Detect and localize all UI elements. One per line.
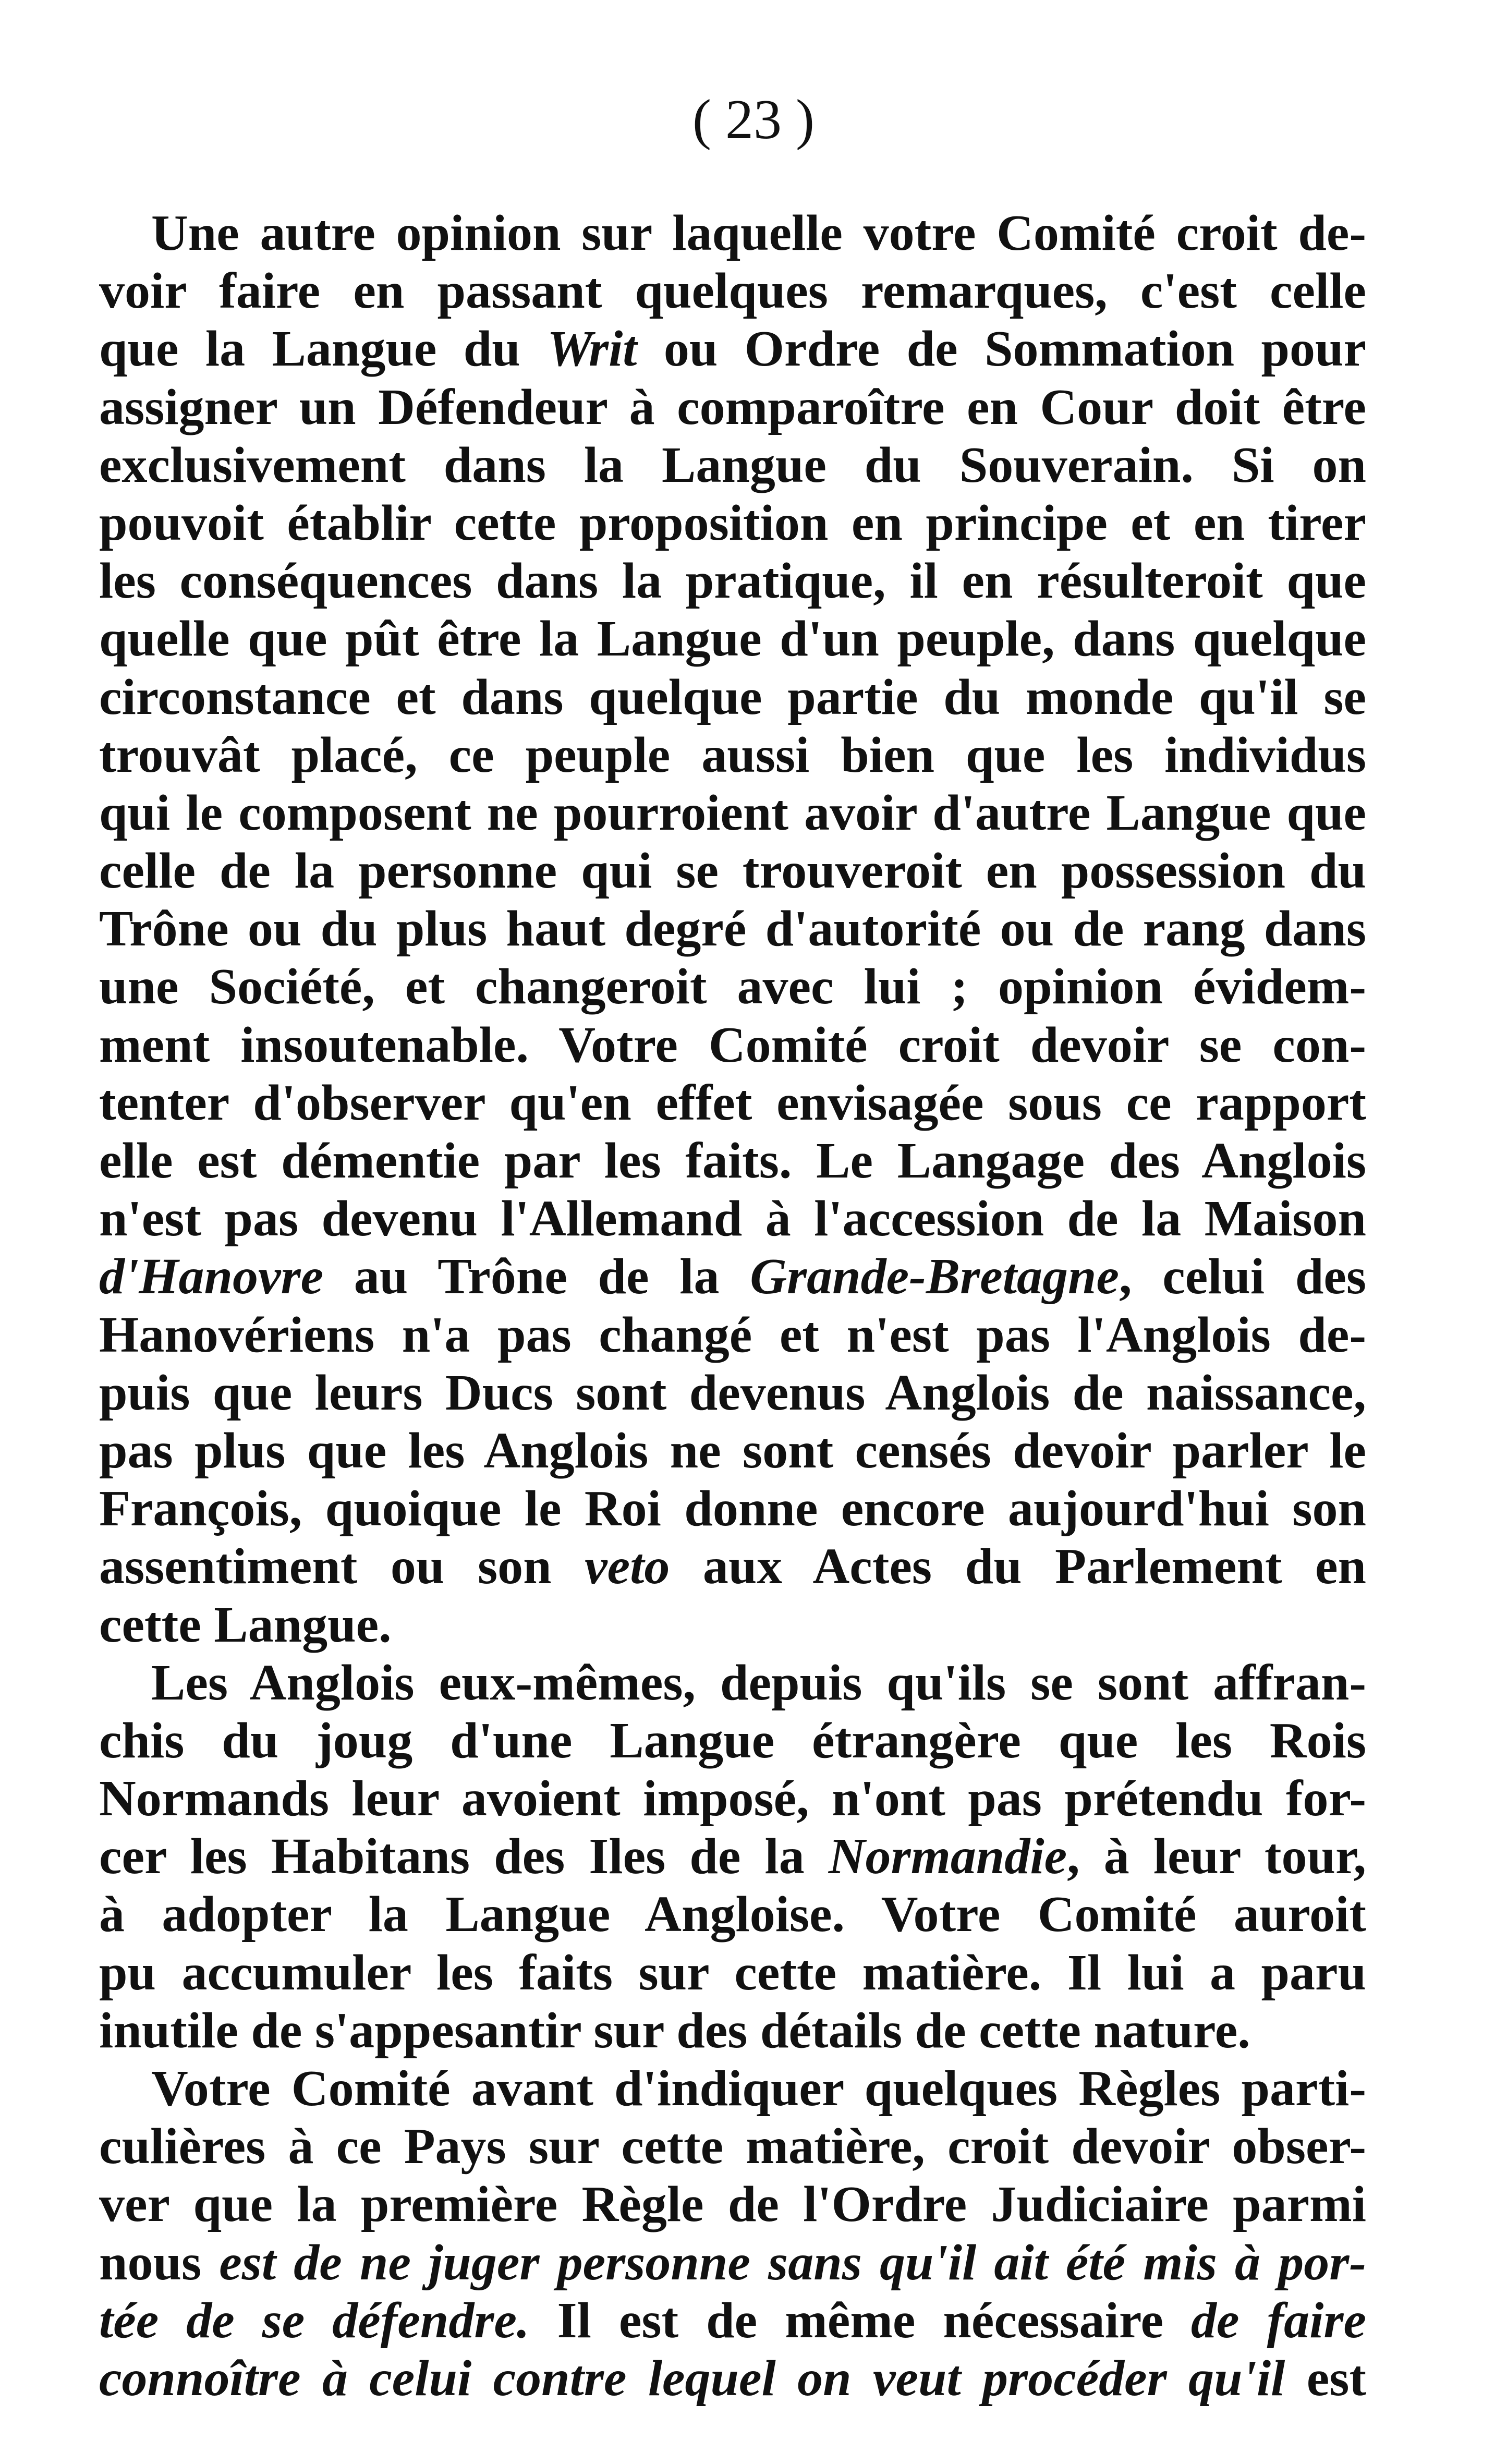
- text-line: n'est pas devenu l'Allemand à l'accession de la Maison: [99, 1191, 1366, 1247]
- text-line: Normands leur avoient imposé, n'ont pas prétendu for-: [99, 1770, 1366, 1827]
- text-line: inutile de s'appesantir sur des détails de cette nature.: [99, 2002, 1250, 2059]
- text-line: assigner un Défendeur à comparoître en Cour doit être: [99, 379, 1366, 435]
- text-line: connoître à celui contre lequel on veut procéder qu'il est: [99, 2350, 1366, 2407]
- text-line: trouvât placé, ce peuple aussi bien que les individus: [99, 726, 1366, 783]
- text-line: celle de la personne qui se trouveroit en possession du: [99, 843, 1366, 900]
- text-line: assentiment ou son veto aux Actes du Parlement en: [99, 1538, 1366, 1595]
- text-line: elle est démentie par les faits. Le Langage des Anglois: [99, 1133, 1366, 1189]
- text-line: pouvoit établir cette proposition en principe et en tirer: [99, 494, 1366, 551]
- text-line: circonstance et dans quelque partie du monde qu'il se: [99, 669, 1366, 725]
- text-line: cer les Habitans des Iles de la Normandie, à leur tour,: [99, 1828, 1367, 1885]
- text-line: les conséquences dans la pratique, il en résulteroit que: [99, 553, 1366, 610]
- text-line: tée de se défendre. Il est de même nécessaire de faire: [99, 2292, 1367, 2349]
- text-line: exclusivement dans la Langue du Souverain. Si on: [99, 436, 1366, 493]
- text-line: ver que la première Règle de l'Ordre Judiciaire parmi: [99, 2176, 1366, 2233]
- text-line: une Société, et changeroit avec lui ; opinion évidem-: [99, 958, 1366, 1015]
- text-line: chis du joug d'une Langue étrangère que les Rois: [99, 1712, 1366, 1769]
- text-line: que la Langue du Writ ou Ordre de Sommation pour: [99, 321, 1366, 378]
- text-line: pas plus que les Anglois ne sont censés devoir parler le: [99, 1422, 1366, 1479]
- text-line: d'Hanovre au Trône de la Grande-Bretagne, celui des: [99, 1248, 1366, 1305]
- text-line: Les Anglois eux-mêmes, depuis qu'ils se sont affran-: [151, 1654, 1366, 1711]
- text-line: quelle que pût être la Langue d'un peuple, dans quelque: [99, 611, 1366, 667]
- text-line: Hanovériens n'a pas changé et n'est pas l'Anglois de-: [99, 1306, 1366, 1363]
- text-line: culières à ce Pays sur cette matière, croit devoir obser-: [99, 2118, 1366, 2175]
- text-line: puis que leurs Ducs sont devenus Anglois de naissance,: [99, 1364, 1366, 1421]
- page-number: ( 23 ): [692, 89, 815, 151]
- text-line: Votre Comité avant d'indiquer quelques Règles parti-: [151, 2060, 1366, 2117]
- text-line: pu accumuler les faits sur cette matière. Il lui a paru: [99, 1944, 1366, 2001]
- text-line: nous est de ne juger personne sans qu'il ait été mis à por-: [99, 2234, 1366, 2291]
- text-line: Une autre opinion sur laquelle votre Comité croit de-: [151, 205, 1366, 261]
- text-line: tenter d'observer qu'en effet envisagée sous ce rapport: [99, 1074, 1366, 1131]
- text-line: à adopter la Langue Angloise. Votre Comité auroit: [99, 1886, 1366, 1943]
- text-line: Trône ou du plus haut degré d'autorité ou de rang dans: [99, 901, 1366, 957]
- text-line: François, quoique le Roi donne encore aujourd'hui son: [99, 1480, 1366, 1537]
- text-line: ment insoutenable. Votre Comité croit devoir se con-: [99, 1016, 1366, 1073]
- body-text: [99, 204, 1366, 2408]
- text-line: cette Langue.: [99, 1596, 392, 1653]
- text-line: voir faire en passant quelques remarques, c'est celle: [99, 263, 1366, 320]
- text-line: qui le composent ne pourroient avoir d'autre Langue que: [99, 784, 1366, 841]
